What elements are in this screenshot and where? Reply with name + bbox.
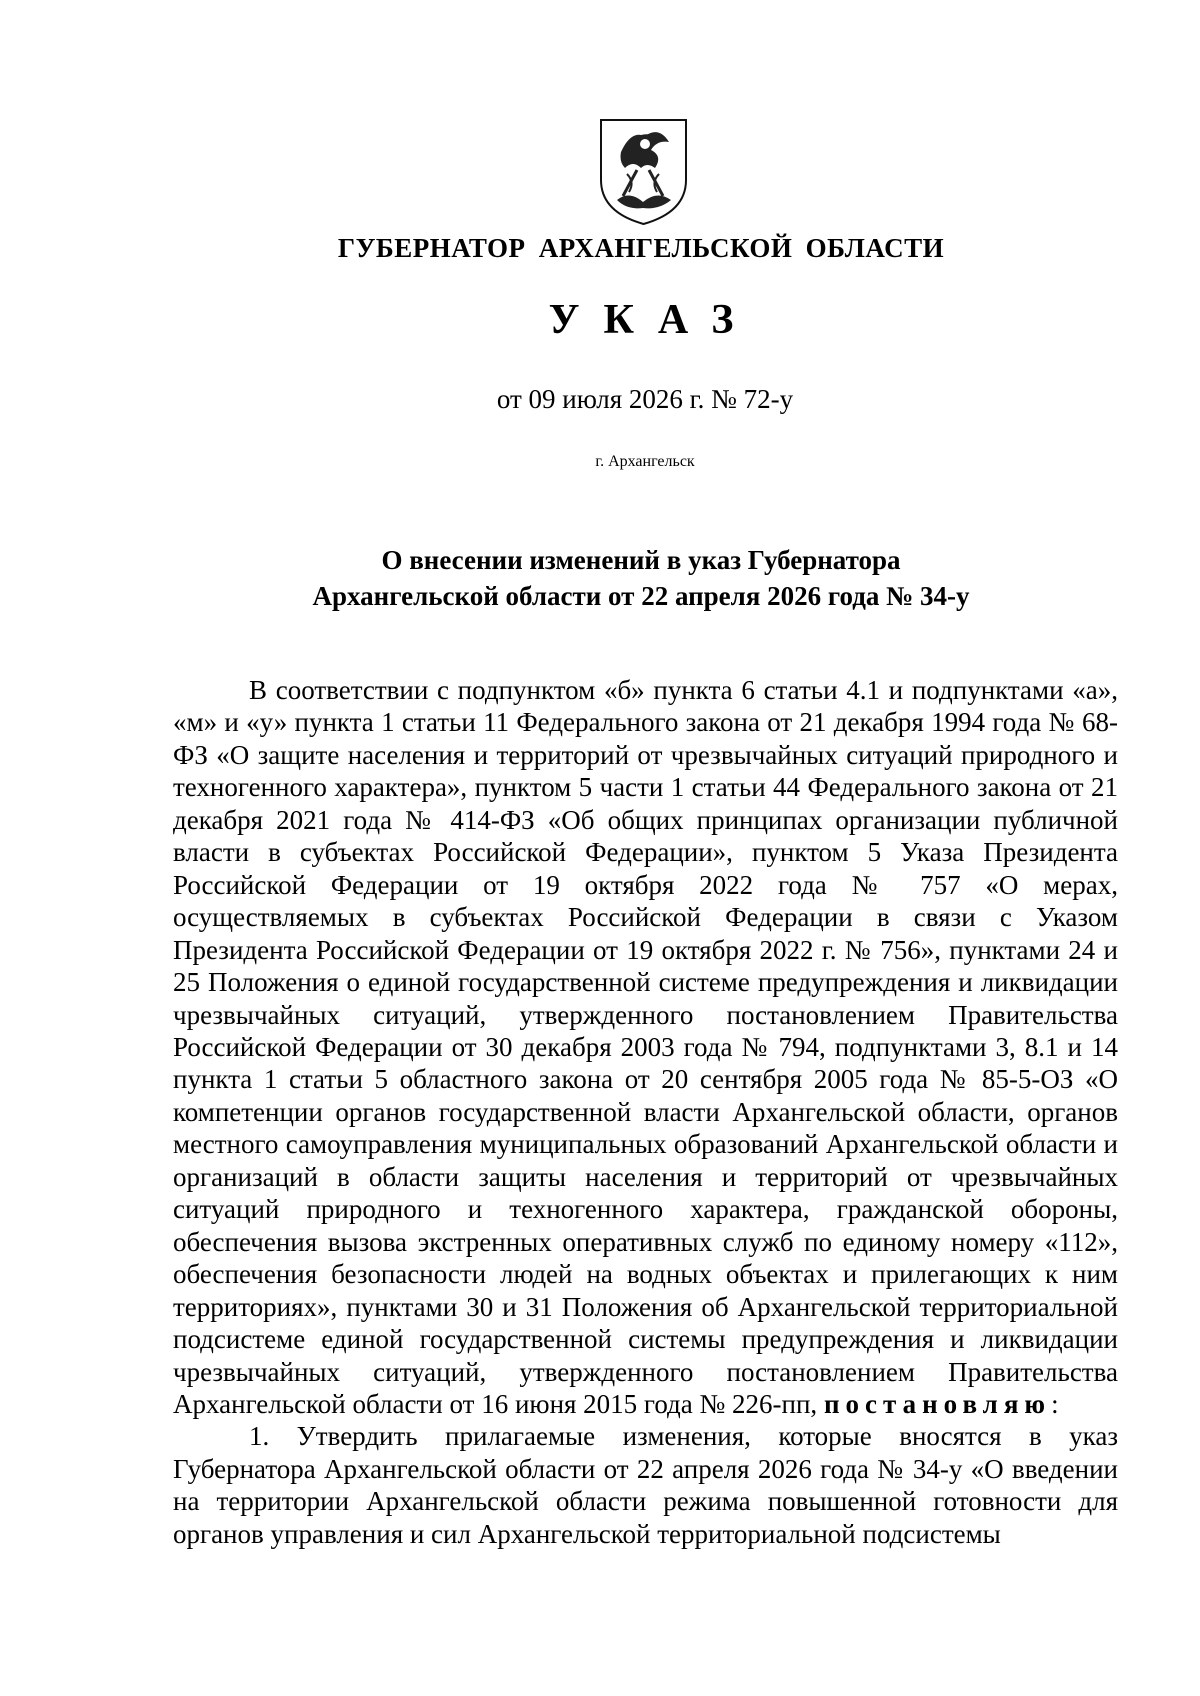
document-date-number: от 09 июля 2026 г. № 72-у	[496, 384, 794, 414]
decree-word: постановляю	[823, 1388, 1052, 1419]
document-place: г. Архангельск	[595, 453, 695, 470]
title-line-1: О внесении изменений в указ Губернатора	[381, 545, 901, 575]
preamble-text: В соответствии с подпунктом «б» пункта 6 статьи 4.1 и подпунктами «а», «м» и «у» пункта 1 статьи 11 Федерального закона от 21 декабря 1994 года № 68-ФЗ «О защите населения и территорий от чрезвычайных ситуаций природного и техногенного характера», пунктом 5 части 1 статьи 44 Федерального закона от 21 декабря 2021 года № 414-ФЗ «Об общих принципах организации публичной власти в субъектах Российской Федерации», пунктом 5 Указа Президента Российской Федерации от 19 октября 2022 года № 757 «О мерах, осуществляемых в субъектах Российской Федерации в связи с Указом Президента Российской Федерации от 19 октября 2022 г. № 756», пунктами 24 и 25 Положения о единой государственной системе предупреждения и ликвидации чрезвычайных ситуаций, утвержденного постановлением Правительства Российской Федерации от 30 декабря 2003 года № 794, подпунктами 3, 8.1 и 14 пункта 1 статьи 5 областного закона от 20 сентября 2005 года № 85-5-ОЗ «О компетенции органов государственной власти Архангельской области, органов местного самоуправления муниципальных образований Архангельской области и организаций в области защиты населения и территорий от чрезвычайных ситуаций природного и техногенного характера, гражданской обороны, обеспечения вызова экстренных оперативных служб по единому номеру «112», обеспечения безопасности людей на водных объектах и прилегающих к ним территориях», пунктами 30 и 31 Положения об Архангельской территориальной подсистеме единой государственной системы предупреждения и ликвидации чрезвычайных ситуаций, утвержденного постановлением Правительства Архангельской области от 16 июня 2015 года № 226-пп,	[173, 675, 1118, 1419]
preamble-paragraph	[173, 674, 1118, 1420]
issuing-authority: ГУБЕРНАТОР АРХАНГЕЛЬСКОЙ ОБЛАСТИ	[337, 233, 945, 263]
item-1-paragraph: 1. Утвердить прилагаемые изменения, которые вносятся в указ Губернатора Архангельской области от 22 апреля 2026 года № 34-у «О введении на территории Архангельской области режима повышенной готовности для органов управления и сил Архангельской территориальной подсистемы	[173, 1421, 1118, 1549]
document-type: УКАЗ	[548, 297, 758, 343]
document-body	[173, 674, 1118, 1550]
decree-colon: :	[1051, 1388, 1059, 1419]
coat-of-arms-icon	[593, 112, 694, 226]
document-title	[0, 542, 1200, 614]
arkhangelsk-oblast-coat-of-arms-icon	[593, 112, 694, 226]
title-line-2: Архангельской области от 22 апреля 2026 года № 34-у	[312, 581, 970, 611]
